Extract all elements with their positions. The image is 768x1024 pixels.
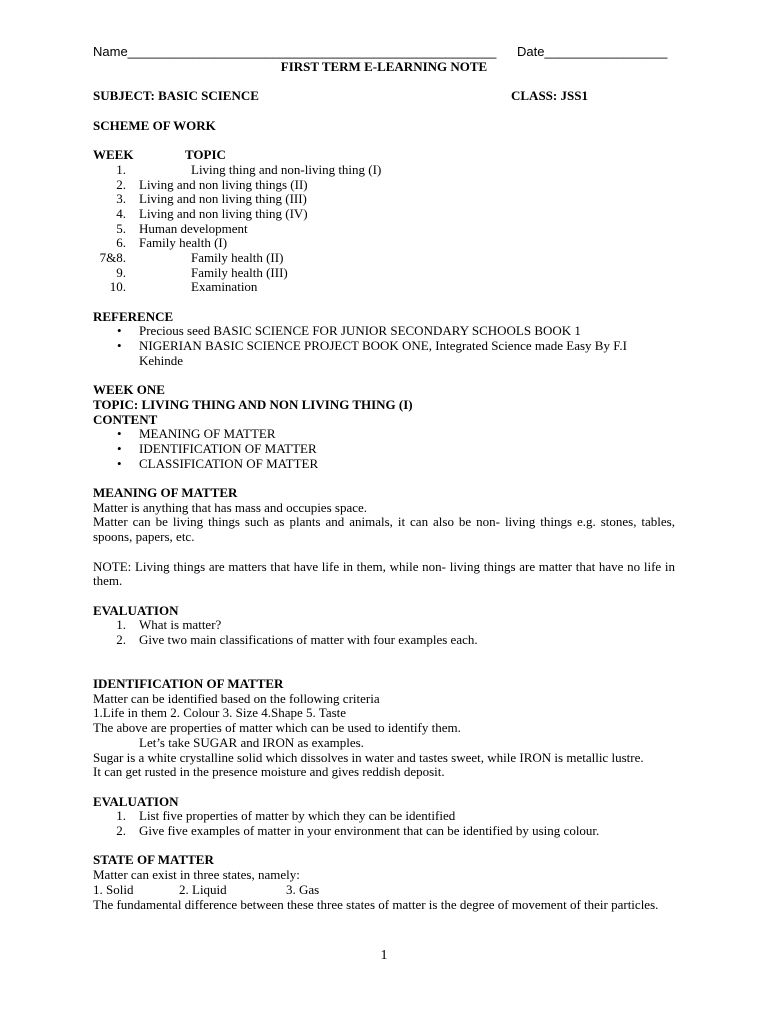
content-item: • IDENTIFICATION OF MATTER bbox=[117, 440, 317, 456]
scheme-week-number: 5. bbox=[116, 220, 126, 236]
subject-label: SUBJECT: BASIC SCIENCE bbox=[93, 88, 259, 104]
scheme-topic: Family health (I) bbox=[139, 235, 228, 251]
scheme-heading: SCHEME OF WORK bbox=[93, 117, 216, 133]
ident-line: Sugar is a white crystalline solid which dissolves in water and tastes sweet, while IRON is metallic lustre. bbox=[93, 749, 644, 765]
scheme-week-number: 6. bbox=[116, 235, 126, 251]
page-title: FIRST TERM E-LEARNING NOTE bbox=[280, 59, 488, 74]
scheme-row bbox=[93, 222, 675, 237]
name-field: Name___________________________________________________ bbox=[93, 44, 497, 59]
meaning-paragraph-1: Matter is anything that has mass and occupies space. bbox=[93, 499, 368, 515]
header-row bbox=[93, 44, 675, 60]
scheme-topic: Human development bbox=[139, 220, 248, 236]
page-number: 1 bbox=[380, 948, 388, 963]
scheme-row bbox=[93, 266, 675, 281]
week-one-heading: WEEK ONE bbox=[93, 382, 165, 398]
evaluation-item: 1. What is matter? bbox=[116, 617, 222, 633]
scheme-row bbox=[93, 207, 675, 222]
scheme-row bbox=[93, 163, 675, 178]
note-paragraph: NOTE: Living things are matters that have life in them, while non- living things are matter that have no life in them. bbox=[93, 558, 675, 589]
topic-column-header: TOPIC bbox=[185, 147, 226, 163]
scheme-topic: Living and non living thing (III) bbox=[139, 191, 307, 207]
state-heading: STATE OF MATTER bbox=[93, 852, 214, 868]
class-label: CLASS: JSS1 bbox=[511, 88, 588, 104]
content-item: • MEANING OF MATTER bbox=[117, 426, 276, 442]
reference-item: • Precious seed BASIC SCIENCE FOR JUNIOR SECONDARY SCHOOLS BOOK 1 bbox=[117, 323, 581, 339]
scheme-topic: Living and non living things (II) bbox=[139, 176, 308, 192]
evaluation-item: 1. List five properties of matter by which they can be identified bbox=[116, 808, 456, 824]
document-page bbox=[93, 44, 675, 912]
bullet-icon: • bbox=[117, 455, 122, 471]
ident-line: 1.Life in them 2. Colour 3. Size 4.Shape 5. Taste bbox=[93, 705, 347, 721]
scheme-week-number: 4. bbox=[116, 205, 126, 221]
content-heading: CONTENT bbox=[93, 411, 158, 427]
scheme-row bbox=[93, 280, 675, 295]
topic-heading: TOPIC: LIVING THING AND NON LIVING THING (I) bbox=[93, 396, 413, 412]
scheme-row bbox=[93, 251, 675, 266]
subject-row bbox=[93, 89, 675, 104]
identification-heading: IDENTIFICATION OF MATTER bbox=[93, 676, 284, 692]
bullet-icon: • bbox=[117, 323, 122, 339]
content-item: • CLASSIFICATION OF MATTER bbox=[117, 455, 319, 471]
state-line: Matter can exist in three states, namely: bbox=[93, 867, 300, 883]
evaluation-heading: EVALUATION bbox=[93, 602, 179, 618]
scheme-week-number: 3. bbox=[116, 191, 126, 207]
scheme-week-number: 1. bbox=[116, 161, 126, 177]
date-field: Date_________________ bbox=[517, 44, 668, 59]
evaluation-heading: EVALUATION bbox=[93, 793, 179, 809]
scheme-row bbox=[93, 178, 675, 193]
scheme-topic: Living thing and non-living thing (I) bbox=[191, 161, 382, 177]
bullet-icon: • bbox=[117, 426, 122, 442]
scheme-topic: Living and non living thing (IV) bbox=[139, 205, 308, 221]
scheme-header-row bbox=[93, 148, 675, 163]
states-row: 1. Solid 2. Liquid 3. Gas bbox=[93, 881, 320, 897]
scheme-row bbox=[93, 192, 675, 207]
reference-item: • NIGERIAN BASIC SCIENCE PROJECT BOOK ONE, Integrated Science made Easy By F.I bbox=[117, 338, 627, 354]
scheme-row bbox=[93, 236, 675, 251]
reference-heading: REFERENCE bbox=[93, 308, 174, 324]
ident-line: It can get rusted in the presence moisture and gives reddish deposit. bbox=[93, 764, 445, 780]
evaluation-item: 2. Give five examples of matter in your environment that can be identified by using colour. bbox=[116, 823, 600, 839]
state-paragraph: The fundamental difference between these three states of matter is the degree of movement of their particles. bbox=[93, 896, 659, 912]
ident-line: The above are properties of matter which can be used to identify them. bbox=[93, 720, 461, 736]
scheme-week-number: 10. bbox=[109, 279, 126, 295]
scheme-list bbox=[93, 163, 675, 295]
scheme-topic: Examination bbox=[191, 279, 258, 295]
ident-line: Let’s take SUGAR and IRON as examples. bbox=[139, 734, 364, 750]
meaning-paragraph-2: Matter can be living things such as plants and animals, it can also be non- living things e.g. stones, tables, spoons, papers, etc. bbox=[93, 514, 675, 545]
scheme-topic: Family health (II) bbox=[191, 249, 284, 265]
bullet-icon: • bbox=[117, 338, 122, 354]
scheme-week-number: 9. bbox=[116, 264, 126, 280]
meaning-heading: MEANING OF MATTER bbox=[93, 485, 238, 501]
evaluation-item: 2. Give two main classifications of matter with four examples each. bbox=[116, 632, 478, 648]
ident-line: Matter can be identified based on the following criteria bbox=[93, 690, 380, 706]
week-column-header: WEEK bbox=[93, 147, 134, 163]
scheme-week-number: 2. bbox=[116, 176, 126, 192]
bullet-icon: • bbox=[117, 440, 122, 456]
reference-continuation: Kehinde bbox=[139, 352, 184, 368]
scheme-topic: Family health (III) bbox=[191, 264, 288, 280]
scheme-week-number: 7&8. bbox=[99, 249, 126, 265]
